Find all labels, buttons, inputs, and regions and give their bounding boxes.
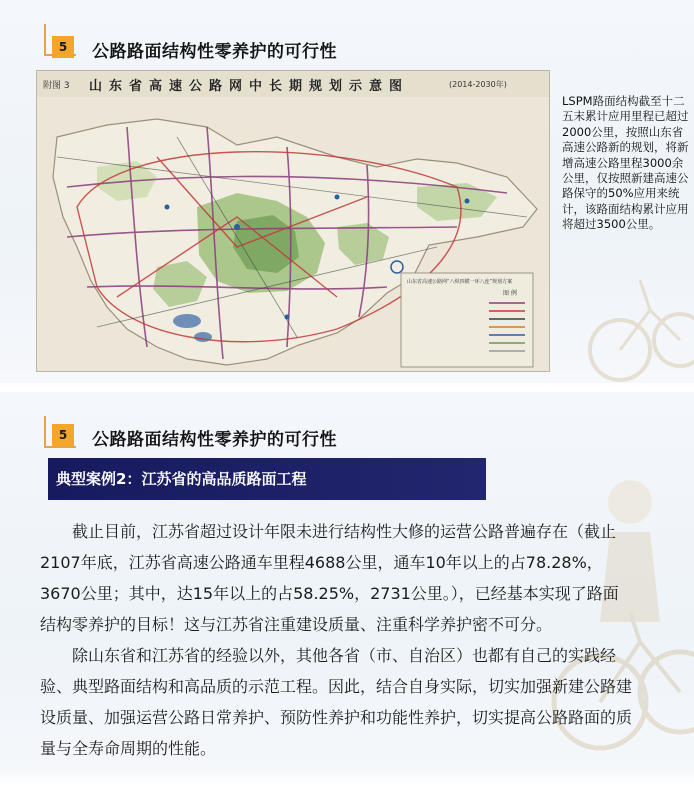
map-figure-label: 附图 3 bbox=[43, 81, 70, 91]
slide-title: 公路路面结构性零养护的可行性 bbox=[92, 42, 337, 62]
case-body-text bbox=[40, 516, 634, 764]
slide-map-feasibility bbox=[0, 0, 694, 383]
slide-separator bbox=[0, 383, 694, 392]
case-paragraph-2: 除山东省和江苏省的经验以外，其他各省（市、自治区）也都有自己的实践经验、典型路面结构和高品质的示范工程。因此，结合自身实际，切实加强新建公路建设质量、加强运营公路日常养护、预防性养护和功能性养护，切实提高公路路面的质量与全寿命周期的性能。 bbox=[40, 646, 633, 758]
case-banner: 典型案例2：江苏省的高品质路面工程 bbox=[48, 458, 486, 500]
section-number-badge: 5 bbox=[52, 424, 74, 446]
bottom-fade bbox=[0, 768, 694, 786]
case-paragraph-1: 截止目前，江苏省超过设计年限未进行结构性大修的运营公路普遍存在（截止2107年底，江苏省高速公路通车里程4688公里，通车10年以上的占78.28%，3670公里；其中，达15年以上的占58.25%，2731公里。），已经基本实现了路面结构零养护的目标！这与江苏省注重建设质量、注重科学养护密不可分。 bbox=[40, 522, 619, 634]
cyclist-decoration-icon bbox=[560, 250, 694, 383]
map-years: (2014-2030年) bbox=[449, 80, 507, 89]
map-graphic bbox=[37, 97, 549, 371]
shandong-highway-map bbox=[36, 70, 550, 372]
map-legend-heading: 图 例 bbox=[503, 290, 517, 297]
map-header bbox=[37, 71, 549, 98]
slide-title: 公路路面结构性零养护的可行性 bbox=[92, 430, 337, 450]
slide-jiangsu-case bbox=[0, 392, 694, 786]
section-number-badge: 5 bbox=[52, 36, 74, 58]
map-legend bbox=[401, 273, 533, 367]
lspm-side-note: LSPM路面结构截至十二五末累计应用里程已超过2000公里，按照山东省高速公路新的规划，将新增高速公路里程3000余公里，仅按照新建高速公路保守的50%应用来统计，该路面结构累计应用将超过3500公里。 bbox=[562, 94, 689, 232]
map-title: 山东省高速公路网中长期规划示意图 bbox=[89, 79, 410, 94]
map-legend-title: 山东省高速公路网“八纵四横一环八连”规划方案 bbox=[407, 279, 513, 285]
